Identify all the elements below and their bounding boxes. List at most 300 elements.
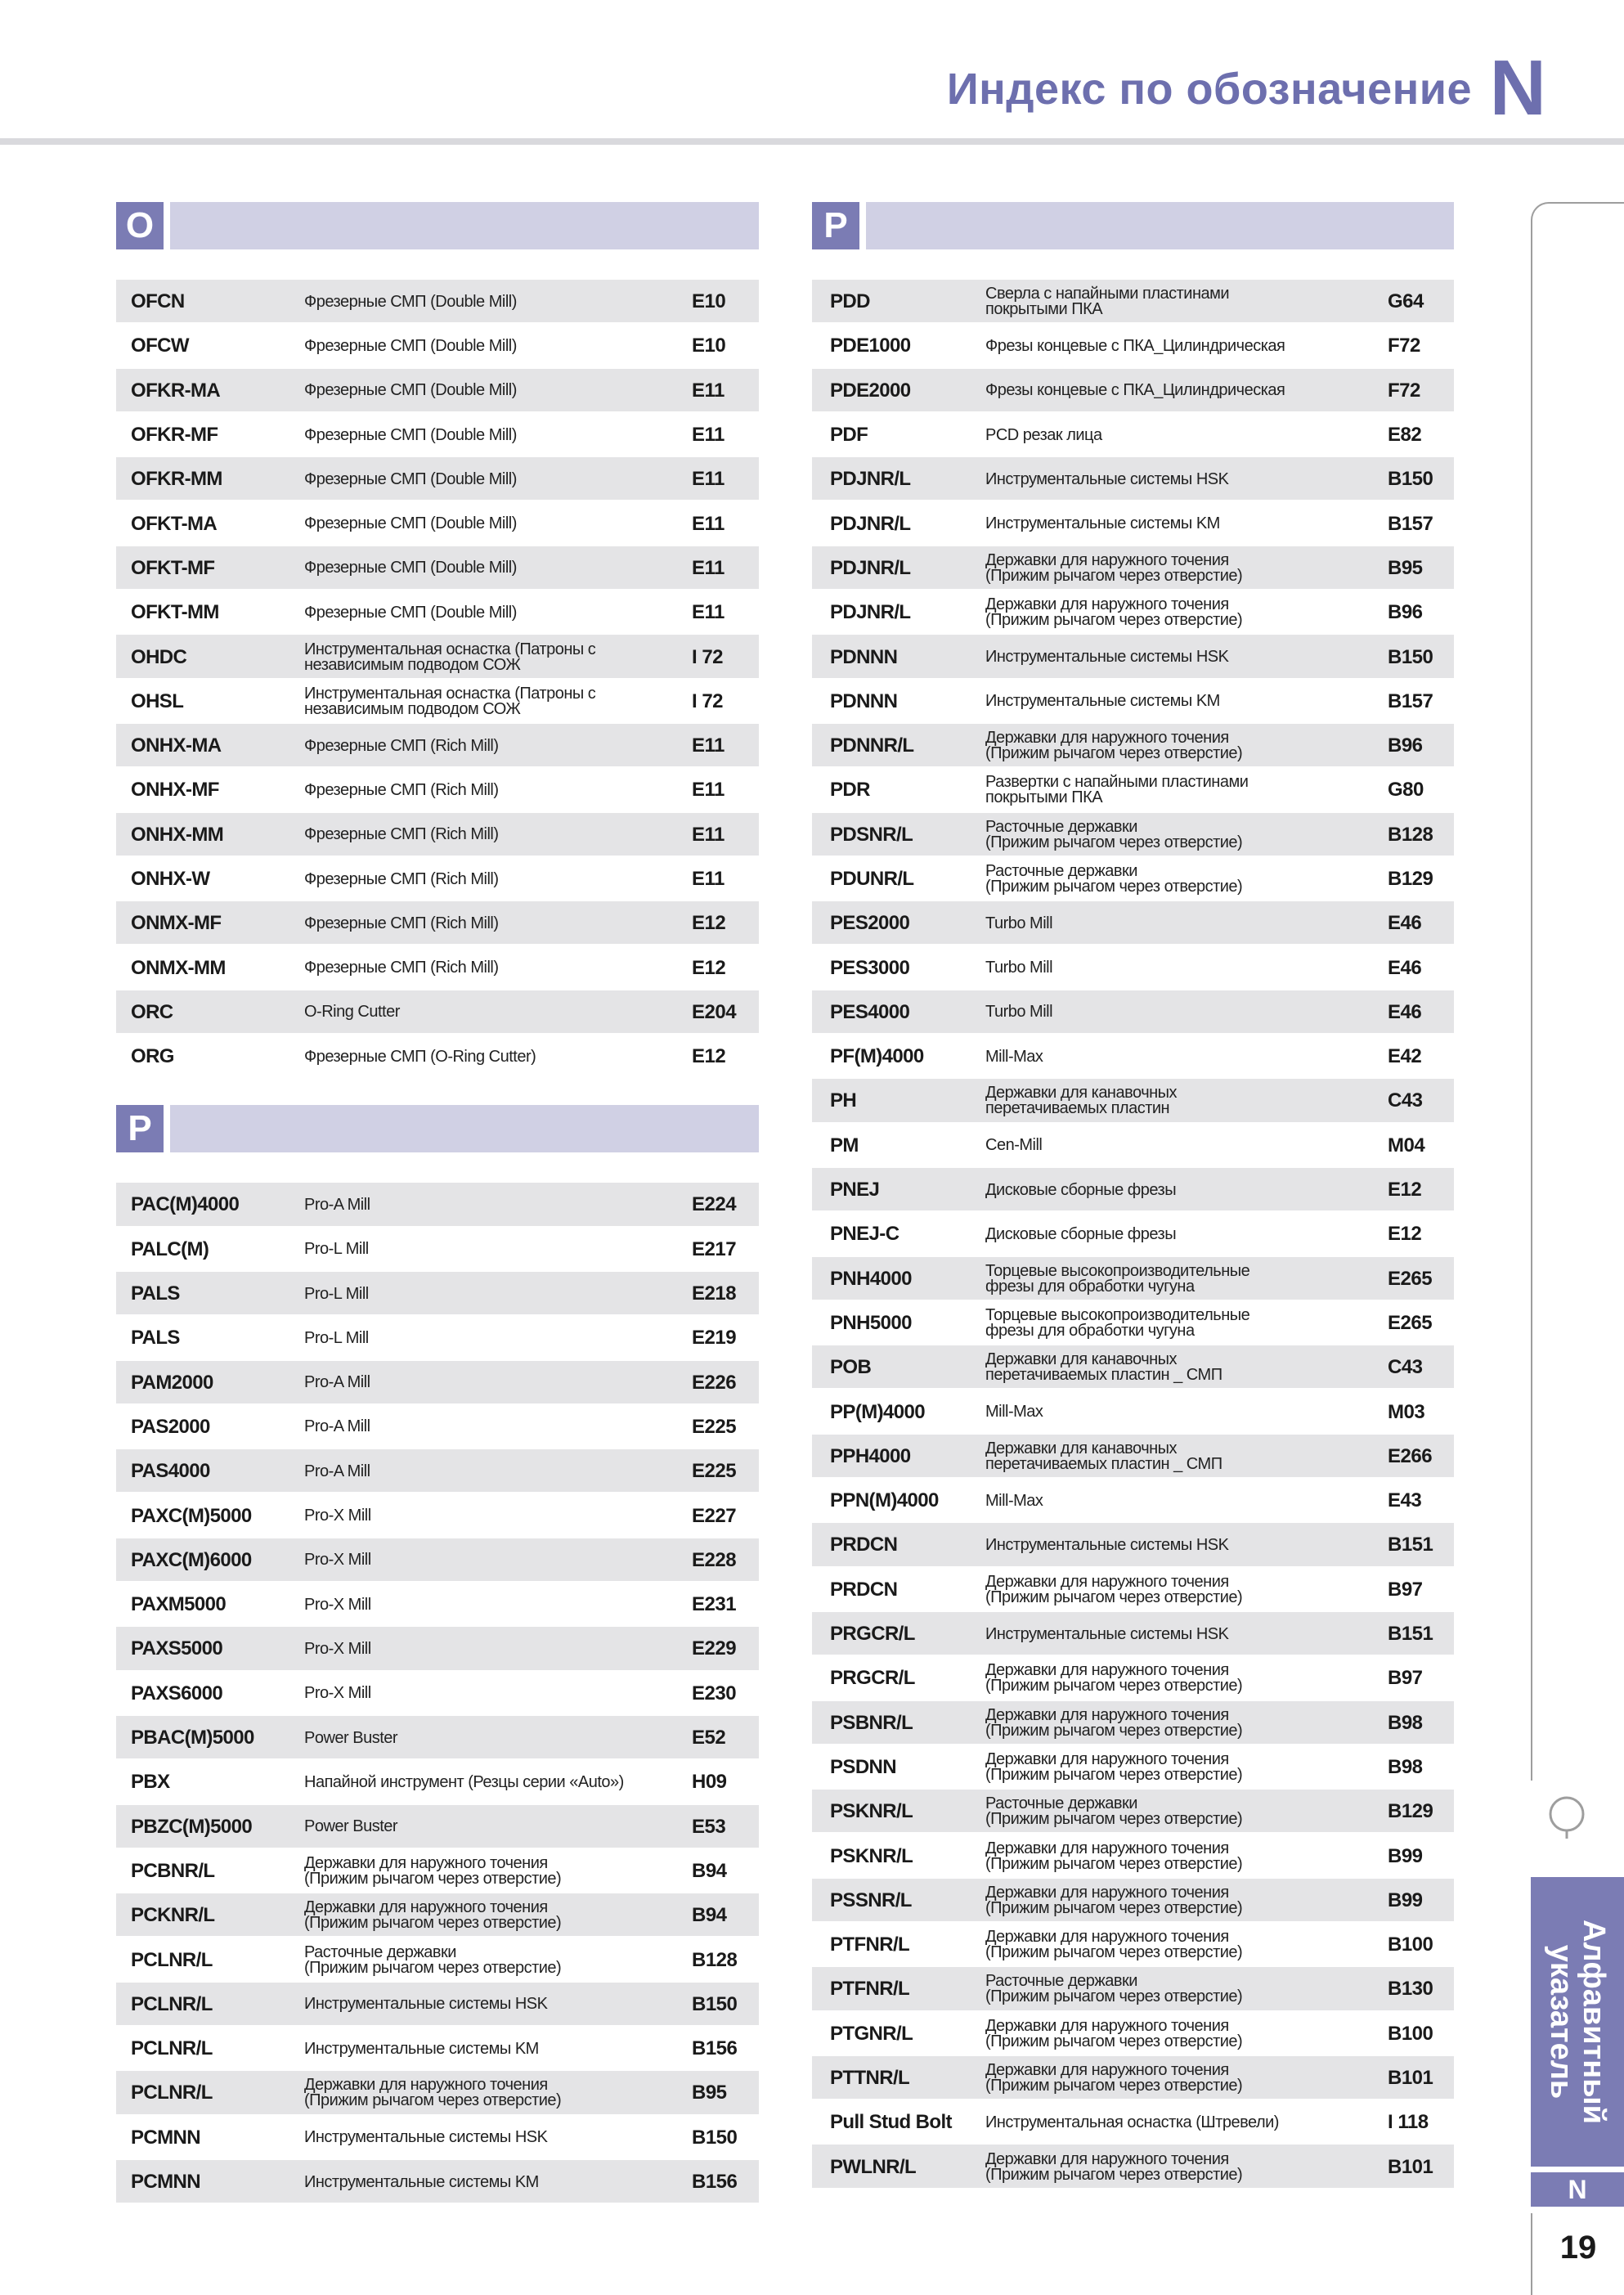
index-row	[116, 1361, 759, 1405]
item-description: PCD резак лица	[985, 425, 1102, 444]
item-page-ref[interactable]: B150	[1388, 468, 1433, 491]
item-code: ONMX-MF	[131, 912, 222, 935]
item-description: Pro-X Mill	[304, 1639, 371, 1658]
index-row	[812, 2100, 1454, 2145]
item-code: PRDCN	[830, 1534, 898, 1556]
header-letter: N	[1489, 44, 1546, 132]
index-row	[812, 990, 1454, 1035]
item-description: Mill-Max	[985, 1403, 1043, 1421]
index-row	[116, 1035, 759, 1079]
index-row	[116, 2160, 759, 2204]
item-page-ref[interactable]: E11	[692, 468, 725, 491]
index-row	[812, 369, 1454, 413]
item-code: PCLNR/L	[131, 2037, 213, 2060]
item-page-ref[interactable]: B151	[1388, 1534, 1433, 1556]
item-page-ref[interactable]: E53	[692, 1815, 726, 1838]
item-code: PH	[830, 1089, 857, 1112]
index-row	[812, 1479, 1454, 1523]
item-code: ONMX-MM	[131, 956, 226, 979]
item-description: Инструментальные системы HSK	[985, 1535, 1229, 1554]
item-page-ref[interactable]: B130	[1388, 1978, 1433, 2001]
sidebar-tab-label: Алфавитный указатель	[1544, 1919, 1611, 2125]
item-description: Фрезерные СМП (Rich Mill)	[304, 914, 499, 932]
item-code: PES4000	[830, 1000, 910, 1023]
index-row	[812, 813, 1454, 857]
index-row	[116, 369, 759, 413]
item-description: Фрезерные СМП (Double Mill)	[304, 469, 517, 488]
index-row	[116, 990, 759, 1035]
item-code: PES3000	[830, 956, 910, 979]
item-description: Расточные державки (Прижим рычагом через отверстие)	[985, 1972, 1243, 2006]
item-page-ref[interactable]: E11	[692, 779, 725, 802]
item-page-ref[interactable]: E11	[692, 823, 725, 846]
item-description: Фрезерные СМП (Double Mill)	[304, 292, 517, 311]
item-description: Расточные державки (Прижим рычагом через отверстие)	[304, 1942, 562, 1977]
index-list-left-o	[116, 280, 759, 1079]
item-page-ref[interactable]: M04	[1388, 1134, 1425, 1156]
item-page-ref[interactable]: E265	[1388, 1311, 1433, 1334]
index-row	[116, 1183, 759, 1227]
index-row	[116, 2116, 759, 2160]
index-row	[812, 1568, 1454, 1612]
item-code: OFKR-MF	[131, 424, 218, 447]
item-page-ref[interactable]: E11	[692, 512, 725, 535]
item-page-ref[interactable]: E46	[1388, 912, 1422, 935]
index-list-right-p	[812, 280, 1454, 2189]
item-page-ref[interactable]: B150	[1388, 645, 1433, 668]
item-description: Инструментальные системы HSK	[304, 1995, 548, 2014]
item-code: PALS	[131, 1282, 180, 1305]
item-description: Державки для наружного точения (Прижим рычагом через отверстие)	[304, 2076, 562, 2110]
item-page-ref[interactable]: B156	[692, 2037, 738, 2060]
item-code: PDJNR/L	[830, 512, 911, 535]
item-description: Инструментальная оснастка (Патроны с независимым подводом СОЖ	[304, 684, 596, 718]
index-row	[116, 1893, 759, 1938]
index-row	[812, 2056, 1454, 2100]
index-row	[116, 280, 759, 324]
item-code: PDNNN	[830, 645, 898, 668]
item-page-ref[interactable]: E219	[692, 1327, 737, 1350]
item-page-ref[interactable]: B98	[1388, 1711, 1423, 1734]
index-row	[116, 1716, 759, 1760]
item-page-ref[interactable]: E204	[692, 1000, 737, 1023]
item-page-ref[interactable]: B100	[1388, 2022, 1433, 2045]
item-code: ONHX-MM	[131, 823, 224, 846]
item-description: Mill-Max	[985, 1491, 1043, 1510]
item-code: PCMNN	[131, 2126, 200, 2149]
index-row	[812, 280, 1454, 324]
sidebar-tab[interactable]	[1531, 1877, 1624, 2167]
index-row	[116, 2071, 759, 2115]
item-description: Державки для наружного точения (Прижим рычагом через отверстие)	[985, 2061, 1243, 2095]
item-page-ref[interactable]: B128	[1388, 823, 1433, 846]
index-row	[812, 1523, 1454, 1567]
item-page-ref[interactable]: B156	[692, 2171, 738, 2194]
item-description: Сверла с напайными пластинами покрытыми ПКА	[985, 285, 1230, 319]
index-row	[812, 768, 1454, 812]
item-code: PAXS5000	[131, 1637, 223, 1660]
item-description: Фрезерные СМП (Double Mill)	[304, 425, 517, 444]
item-page-ref[interactable]: E11	[692, 601, 725, 624]
index-row	[116, 813, 759, 857]
index-row	[812, 724, 1454, 768]
item-code: PNH4000	[830, 1267, 912, 1290]
index-row	[812, 546, 1454, 591]
item-page-ref[interactable]: E218	[692, 1282, 737, 1305]
index-row	[116, 1272, 759, 1316]
item-page-ref[interactable]: B128	[692, 1948, 738, 1971]
item-page-ref[interactable]: E10	[692, 335, 726, 357]
item-description: O-Ring Cutter	[304, 1003, 400, 1022]
item-code: PAS2000	[131, 1415, 210, 1438]
item-description: Державки для наружного точения (Прижим рычагом через отверстие)	[985, 2149, 1243, 2184]
index-row	[812, 1301, 1454, 1345]
item-description: Фрезерные СМП (Double Mill)	[304, 336, 517, 355]
item-description: Mill-Max	[985, 1047, 1043, 1066]
index-row	[116, 1938, 759, 1982]
item-code: PBAC(M)5000	[131, 1727, 254, 1749]
item-code: ONHX-MF	[131, 779, 219, 802]
item-description: Инструментальные системы KM	[985, 514, 1220, 533]
item-description: Державки для канавочных перетачиваемых пластин	[985, 1084, 1178, 1118]
index-list-left-p	[116, 1183, 759, 2204]
index-row	[116, 724, 759, 768]
item-description: Фрезерные СМП (Double Mill)	[304, 381, 517, 400]
item-page-ref[interactable]: B94	[692, 1859, 727, 1882]
item-page-ref[interactable]: E12	[692, 956, 726, 979]
item-description: Pro-L Mill	[304, 1284, 369, 1303]
item-description: Фрезерные СМП (Double Mill)	[304, 603, 517, 622]
index-row	[116, 857, 759, 901]
index-row	[116, 324, 759, 368]
item-page-ref[interactable]: B101	[1388, 2155, 1433, 2178]
item-page-ref[interactable]: E42	[1388, 1045, 1422, 1068]
item-description: Напайной инструмент (Резцы серии «Auto»)	[304, 1772, 624, 1791]
item-code: OFCN	[131, 290, 185, 313]
item-page-ref[interactable]: E230	[692, 1682, 737, 1704]
item-description: Инструментальная оснастка (Патроны с независимым подводом СОЖ	[304, 640, 596, 674]
item-code: PBX	[131, 1771, 170, 1794]
index-row	[812, 1923, 1454, 1967]
index-row	[116, 1449, 759, 1493]
item-page-ref[interactable]: E52	[692, 1727, 726, 1749]
item-code: PSKNR/L	[830, 1800, 913, 1823]
item-description: Державки для канавочных перетачиваемых пластин _ СМП	[985, 1350, 1222, 1385]
index-row	[116, 457, 759, 501]
item-page-ref[interactable]: E226	[692, 1371, 737, 1394]
index-row	[812, 1168, 1454, 1212]
item-page-ref[interactable]: B150	[692, 2126, 738, 2149]
item-description: Pro-X Mill	[304, 1684, 371, 1703]
item-code: ORC	[131, 1000, 173, 1023]
item-description: Pro-X Mill	[304, 1551, 371, 1570]
index-row	[116, 1228, 759, 1272]
item-page-ref[interactable]: B101	[1388, 2067, 1433, 2090]
item-code: PCMNN	[131, 2171, 200, 2194]
index-row	[812, 1612, 1454, 1656]
item-description: Turbo Mill	[985, 1003, 1053, 1022]
index-row	[116, 1805, 759, 1849]
item-page-ref[interactable]: E225	[692, 1460, 737, 1483]
item-description: Державки для наружного точения (Прижим рычагом через отверстие)	[304, 1898, 562, 1933]
index-row	[116, 1983, 759, 2027]
item-code: PDJNR/L	[830, 468, 911, 491]
item-page-ref[interactable]: B129	[1388, 868, 1433, 890]
index-row	[116, 413, 759, 457]
item-page-ref[interactable]: B98	[1388, 1755, 1423, 1778]
item-code: PAXS6000	[131, 1682, 223, 1704]
item-page-ref[interactable]: B157	[1388, 689, 1433, 712]
item-code: PDF	[830, 424, 868, 447]
item-page-ref[interactable]: B94	[692, 1904, 727, 1927]
index-row	[812, 591, 1454, 635]
item-page-ref[interactable]: E46	[1388, 1000, 1422, 1023]
item-description: Инструментальные системы HSK	[304, 2128, 548, 2147]
item-page-ref[interactable]: E266	[1388, 1444, 1433, 1467]
item-code: POB	[830, 1356, 872, 1379]
item-description: Cen-Mill	[985, 1136, 1043, 1155]
item-code: PPN(M)4000	[830, 1489, 939, 1512]
index-row	[812, 1967, 1454, 2011]
item-code: PCLNR/L	[131, 2082, 213, 2104]
item-page-ref[interactable]: E12	[1388, 1179, 1422, 1201]
item-page-ref[interactable]: E265	[1388, 1267, 1433, 1290]
item-code: PALS	[131, 1327, 180, 1350]
item-page-ref[interactable]: E227	[692, 1504, 737, 1527]
item-description: Pro-A Mill	[304, 1417, 370, 1436]
item-page-ref[interactable]: I 118	[1388, 2111, 1429, 2134]
index-row	[116, 501, 759, 546]
item-description: Торцевые высокопроизводительные фрезы для обработки чугуна	[985, 1261, 1250, 1296]
item-code: PSSNR/L	[830, 1889, 912, 1911]
index-row	[812, 1257, 1454, 1301]
item-description: Развертки с напайными пластинами покрытыми ПКА	[985, 773, 1249, 807]
index-row	[812, 1345, 1454, 1390]
item-description: Pro-A Mill	[304, 1462, 370, 1480]
item-description: Державки для наружного точения (Прижим рычагом через отверстие)	[304, 1853, 562, 1888]
item-page-ref[interactable]: B95	[1388, 556, 1423, 579]
item-page-ref[interactable]: B99	[1388, 1844, 1423, 1867]
item-page-ref[interactable]: E11	[692, 868, 725, 890]
item-page-ref[interactable]: E11	[692, 424, 725, 447]
section-letter: P	[116, 1105, 170, 1152]
item-description: Фрезерные СМП (Rich Mill)	[304, 959, 499, 977]
item-description: Державки для наружного точения (Прижим рычагом через отверстие)	[985, 1661, 1243, 1695]
item-page-ref[interactable]: F72	[1388, 335, 1420, 357]
index-row	[812, 857, 1454, 901]
item-code: PDJNR/L	[830, 601, 911, 624]
item-page-ref[interactable]: I 72	[692, 645, 724, 668]
item-description: Power Buster	[304, 1817, 398, 1836]
index-row	[116, 680, 759, 724]
section-header-o	[116, 202, 759, 249]
item-code: OFKR-MA	[131, 379, 221, 402]
item-page-ref[interactable]: M03	[1388, 1400, 1425, 1423]
item-code: PDR	[830, 779, 870, 802]
index-row	[812, 457, 1454, 501]
index-row	[116, 768, 759, 812]
item-page-ref[interactable]: G80	[1388, 779, 1424, 802]
item-code: PCKNR/L	[131, 1904, 215, 1927]
item-page-ref[interactable]: E10	[692, 290, 726, 313]
item-page-ref[interactable]: H09	[692, 1771, 727, 1794]
index-row	[812, 1079, 1454, 1123]
item-page-ref[interactable]: E11	[692, 556, 725, 579]
item-page-ref[interactable]: E43	[1388, 1489, 1422, 1512]
item-description: Дисковые сборные фрезы	[985, 1180, 1177, 1199]
item-code: PTFNR/L	[830, 1978, 910, 2001]
item-code: PM	[830, 1134, 859, 1156]
item-page-ref[interactable]: B100	[1388, 1933, 1433, 1956]
item-page-ref[interactable]: E82	[1388, 424, 1422, 447]
item-description: Pro-L Mill	[304, 1328, 369, 1347]
item-description: Pro-L Mill	[304, 1240, 369, 1259]
item-code: OHDC	[131, 645, 187, 668]
item-code: PDNNR/L	[830, 734, 914, 757]
item-code: PCLNR/L	[131, 1992, 213, 2015]
index-row	[116, 1672, 759, 1716]
index-row	[116, 1493, 759, 1538]
index-row	[812, 1435, 1454, 1479]
index-row	[116, 1849, 759, 1893]
item-page-ref[interactable]: E12	[692, 1045, 726, 1068]
page-number: 19	[1531, 2213, 1624, 2295]
sidebar-letter: N	[1531, 2172, 1624, 2207]
index-row	[812, 1035, 1454, 1079]
index-row	[812, 1390, 1454, 1434]
item-description: Инструментальные системы KM	[985, 692, 1220, 711]
item-page-ref[interactable]: G64	[1388, 290, 1424, 313]
item-page-ref[interactable]: B95	[692, 2082, 727, 2104]
item-description: Фрезы концевые с ПКА_Цилиндрическая	[985, 336, 1285, 355]
index-row	[812, 1124, 1454, 1168]
item-description: Державки для наружного точения (Прижим рычагом через отверстие)	[985, 1572, 1243, 1606]
item-description: Pro-A Mill	[304, 1195, 370, 1214]
item-page-ref[interactable]: B151	[1388, 1623, 1433, 1646]
item-code: PDNNN	[830, 689, 898, 712]
item-code: PAM2000	[131, 1371, 213, 1394]
item-description: Державки для наружного точения (Прижим рычагом через отверстие)	[985, 1839, 1243, 1873]
item-code: PALC(M)	[131, 1237, 209, 1260]
index-row	[116, 1627, 759, 1671]
item-code: OHSL	[131, 689, 184, 712]
index-row	[812, 1701, 1454, 1745]
item-page-ref[interactable]: E224	[692, 1193, 737, 1216]
item-code: PSDNN	[830, 1755, 897, 1778]
item-code: PDUNR/L	[830, 868, 914, 890]
item-code: OFKR-MM	[131, 468, 222, 491]
index-row	[116, 1316, 759, 1360]
item-code: PDE2000	[830, 379, 911, 402]
left-column	[116, 202, 759, 2204]
item-description: Державки для наружного точения (Прижим рычагом через отверстие)	[985, 729, 1243, 763]
item-code: PSKNR/L	[830, 1844, 913, 1867]
item-code: PWLNR/L	[830, 2155, 917, 2178]
index-row	[116, 2027, 759, 2071]
item-description: Державки для канавочных перетачиваемых пластин _ СМП	[985, 1439, 1222, 1473]
item-page-ref[interactable]: B97	[1388, 1667, 1423, 1690]
item-description: Державки для наружного точения (Прижим рычагом через отверстие)	[985, 1928, 1243, 1962]
index-row	[116, 1583, 759, 1627]
index-row	[812, 901, 1454, 945]
item-description: Торцевые высокопроизводительные фрезы для обработки чугуна	[985, 1305, 1250, 1340]
item-code: PTFNR/L	[830, 1933, 910, 1956]
index-row	[812, 635, 1454, 679]
item-code: PP(M)4000	[830, 1400, 925, 1423]
item-page-ref[interactable]: B97	[1388, 1578, 1423, 1601]
item-code: PCLNR/L	[131, 1948, 213, 1971]
item-page-ref[interactable]: C43	[1388, 1089, 1423, 1112]
item-page-ref[interactable]: E46	[1388, 956, 1422, 979]
item-page-ref[interactable]: I 72	[692, 689, 724, 712]
item-page-ref[interactable]: E11	[692, 379, 725, 402]
item-description: Державки для наружного точения (Прижим рычагом через отверстие)	[985, 1705, 1243, 1740]
index-row	[812, 1834, 1454, 1878]
item-code: PDJNR/L	[830, 556, 911, 579]
index-row	[812, 1656, 1454, 1700]
item-code: PRGCR/L	[830, 1667, 915, 1690]
page-title: Индекс по обозначение	[946, 65, 1472, 114]
index-row	[812, 2145, 1454, 2189]
index-row	[812, 413, 1454, 457]
item-description: Фрезы концевые с ПКА_Цилиндрическая	[985, 381, 1285, 400]
item-page-ref[interactable]: C43	[1388, 1356, 1423, 1379]
index-row	[116, 1538, 759, 1583]
item-page-ref[interactable]: E225	[692, 1415, 737, 1438]
item-code: PDE1000	[830, 335, 911, 357]
item-page-ref[interactable]: B150	[692, 1992, 738, 2015]
item-page-ref[interactable]: B99	[1388, 1889, 1423, 1911]
item-code: PPH4000	[830, 1444, 911, 1467]
item-code: PNEJ-C	[830, 1223, 899, 1246]
header-rule	[0, 138, 1624, 145]
item-description: Фрезерные СМП (Rich Mill)	[304, 825, 499, 844]
item-page-ref[interactable]: E231	[692, 1593, 737, 1616]
item-code: PTGNR/L	[830, 2022, 913, 2045]
index-row	[812, 945, 1454, 990]
index-row	[812, 501, 1454, 546]
item-page-ref[interactable]: E217	[692, 1237, 737, 1260]
item-code: ONHX-MA	[131, 734, 222, 757]
item-page-ref[interactable]: F72	[1388, 379, 1420, 402]
item-description: Инструментальные системы KM	[304, 2039, 539, 2058]
section-letter: O	[116, 202, 170, 249]
item-code: PBZC(M)5000	[131, 1815, 253, 1838]
item-page-ref[interactable]: E11	[692, 734, 725, 757]
item-page-ref[interactable]: E229	[692, 1637, 737, 1660]
item-page-ref[interactable]: E12	[1388, 1223, 1422, 1246]
index-row	[116, 945, 759, 990]
section-header-p-left	[116, 1105, 759, 1152]
section-letter: P	[812, 202, 866, 249]
item-code: PAS4000	[131, 1460, 210, 1483]
item-description: Расточные державки (Прижим рычагом через отверстие)	[985, 862, 1243, 896]
item-page-ref[interactable]: E228	[692, 1548, 737, 1571]
item-page-ref[interactable]: B96	[1388, 734, 1423, 757]
item-page-ref[interactable]: B129	[1388, 1800, 1433, 1823]
sidebar-frame	[1531, 202, 1624, 1781]
item-page-ref[interactable]: B157	[1388, 512, 1433, 535]
item-description: Pro-A Mill	[304, 1373, 370, 1392]
item-page-ref[interactable]: B96	[1388, 601, 1423, 624]
item-description: Фрезерные СМП (Double Mill)	[304, 559, 517, 577]
index-row	[812, 324, 1454, 368]
item-description: Державки для наружного точения (Прижим рычагом через отверстие)	[985, 1883, 1243, 1917]
item-description: Державки для наружного точения (Прижим рычагом через отверстие)	[985, 2016, 1243, 2050]
item-description: Pro-X Mill	[304, 1595, 371, 1614]
item-page-ref[interactable]: E12	[692, 912, 726, 935]
item-code: PAXM5000	[131, 1593, 227, 1616]
